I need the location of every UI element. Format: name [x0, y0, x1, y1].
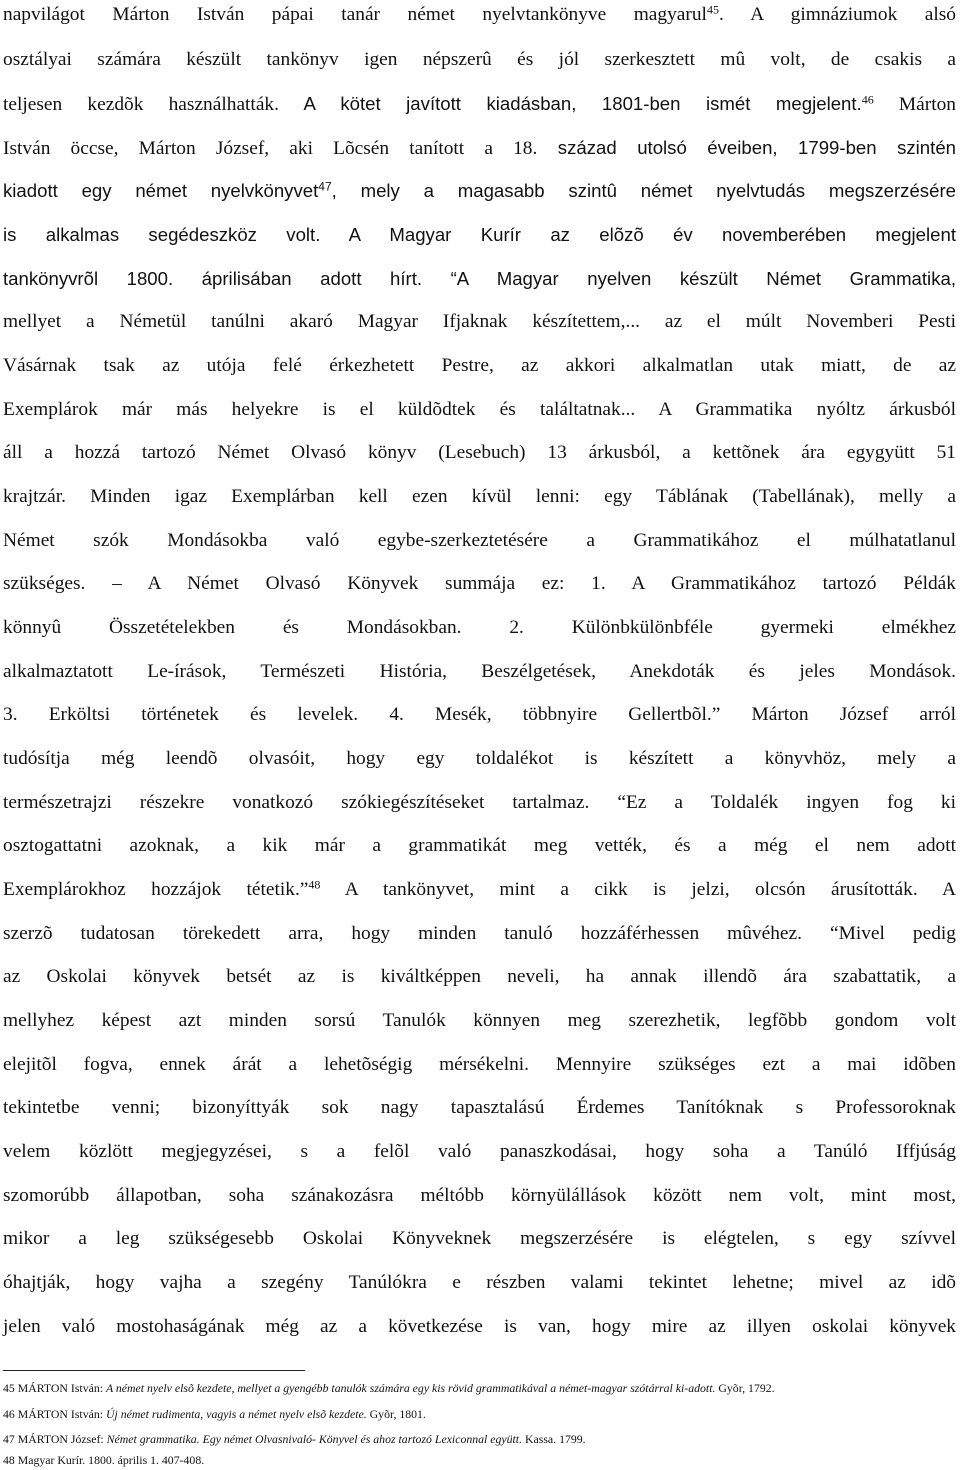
text-line: osztályai számára készült tankönyv igen népszerû és jól szerkesztett mû volt, de csakis a [3, 49, 956, 70]
text-line: osztogattatni azoknak, a kik már a grammatikát meg vették, és a még el nem adott [3, 835, 956, 856]
text-line [3, 135, 956, 162]
footnote-ref[interactable]: 46 [861, 92, 874, 107]
text-run: Márton [873, 94, 956, 115]
text-line: áll a hozzá tartozó Német Olvasó könyv (Lesebuch) 13 árkusból, a kettõnek ára egygyütt 51 [3, 442, 956, 463]
text-line: mikor a leg szükségesebb Oskolai Könyveknek megszerzésére is elégtelen, s egy szívvel [3, 1228, 956, 1249]
footnote-label: 47 MÁRTON József: [3, 1432, 107, 1446]
text-run: Exemplárokhoz hozzájok tétetik.” [3, 879, 309, 900]
text-run: teljesen kezdõk használhatták. [3, 94, 279, 115]
text-line: mellyhez képest azt minden sorsú Tanulók könnyen meg szerezhetik, legfõbb gondom volt [3, 1010, 956, 1031]
text-line: szerzõ tudatosan törekedett arra, hogy minden tanuló hozzáférhessen mûvéhez. “Mivel pedig [3, 923, 956, 944]
text-line: tudósítja még leendõ olvasóit, hogy egy toldalékot is készített a könyvhöz, mely a [3, 748, 956, 769]
footnote-ref[interactable]: 45 [706, 2, 719, 17]
text-line: velem közlött megjegyzései, s a felõl való panaszkodásai, hogy soha a Tanúló Iffjúság [3, 1141, 956, 1162]
footnote-title: Német grammatika. Egy német Olvasnivaló- Könyvel és ahoz tartozó Lexiconnal együtt. [106, 1432, 523, 1446]
text-line: az Oskolai könyvek betsét az is kiváltképpen neveli, ha annak illendõ ára szabattatik, a [3, 966, 956, 987]
text-line: Német szók Mondásokba való egybe-szerkeztetésére a Grammatikához el múlhatatlanul [3, 530, 956, 551]
footnote [3, 1452, 204, 1468]
footnote-ref[interactable]: 47 [318, 179, 332, 194]
text-line [3, 91, 956, 118]
footnote-label: 45 MÁRTON István: [3, 1381, 106, 1395]
text-run: napvilágot Márton István pápai tanár német nyelvtankönyve magyarul [3, 4, 707, 25]
text-line: mellyet a Németül tanúlni akaró Magyar Ifjaknak készítettem,... az el múlt Novemberi Pesti [3, 311, 956, 332]
text-line: óhajtják, hogy vajha a szegény Tanúlókra e részben valami tekintet lehetne; mivel az idõ [3, 1272, 956, 1293]
footnote-title: Új német rudimenta, vagyis a német nyelv elsõ kezdete. [105, 1407, 367, 1421]
text-line: szükséges. – A Német Olvasó Könyvek summája ez: 1. A Grammatikához tartozó Példák [3, 573, 956, 594]
footnote-tail: Gyõr, 1801. [366, 1407, 426, 1421]
footnote-ref[interactable]: 48 [308, 877, 321, 892]
footnote-separator [3, 1370, 305, 1371]
text-line [3, 2, 956, 28]
footnote-label: 46 MÁRTON István: [3, 1407, 106, 1421]
footnote-title: A német nyelv elsõ kezdete, mellyet a gyengébb tanulók számára egy kis rövid grammatikával a német-magyar szótárral ki-adott. [105, 1381, 716, 1395]
text-line: elejitõl fogva, ennek árát a lehetõségig mérsékelni. Mennyire szükséges ezt a mai idõben [3, 1054, 956, 1075]
footnote-tail: Kassa. 1799. [522, 1432, 586, 1446]
footnote [3, 1431, 586, 1447]
text-line: tankönyvrõl 1800. áprilisában adott hírt. “A Magyar nyelven készült Német Grammatika, [3, 268, 956, 289]
text-line: jelen való mostohaságának még az a következése is van, hogy mire az illyen oskolai könyvek [3, 1316, 956, 1337]
text-line: Vásárnak tsak az utója felé érkezhetett Pestre, az akkori alkalmatlan utak miatt, de az [3, 355, 956, 376]
text-run: , mely a magasabb szintû német nyelvtudás megszerzésére [331, 180, 956, 201]
text-run: István öccse, Márton József, aki Lõcsén tanított a 18. [3, 138, 538, 159]
footnote [3, 1406, 426, 1422]
footnote [3, 1380, 775, 1396]
text-line: krajtzár. Minden igaz Exemplárban kell ezen kívül lenni: egy Táblának (Tabellának), melly a [3, 486, 956, 507]
text-run: . A gimnáziumok alsó [718, 4, 956, 25]
text-line: Exemplárok már más helyekre is el küldõdtek és találtatnak... A Grammatika nyóltz árkusból [3, 399, 956, 420]
text-line: 3. Erköltsi történetek és levelek. 4. Mesék, többnyire Gellertbõl.” Márton József arról [3, 704, 956, 725]
text-line [3, 877, 956, 903]
text-line: is alkalmas segédeszköz volt. A Magyar Kurír az elõzõ év novemberében megjelent [3, 224, 956, 245]
text-run: kiadott egy német nyelvkönyvet [3, 180, 319, 201]
text-run: A kötet javított kiadásban, 1801-ben ismét megjelent. [278, 93, 862, 114]
footnote-tail: Gyõr, 1792. [715, 1381, 775, 1395]
text-line: alkalmaztatott Le-írások, Természeti História, Beszélgetések, Anekdoták és jeles Mondások. [3, 661, 956, 682]
text-line: szomorúbb állapotban, soha szánakozásra méltóbb környülállások között nem volt, mint most, [3, 1185, 956, 1206]
text-line: könnyû Összetételekben és Mondásokban. 2. Különbkülönbféle gyermeki elmékhez [3, 617, 956, 638]
text-run: A tankönyvet, mint a cikk is jelzi, olcsón árusították. A [320, 879, 956, 900]
text-run: század utolsó éveiben, 1799-ben szintén [537, 137, 956, 158]
footnote-label: 48 Magyar Kurír. 1800. április 1. 407-408. [3, 1453, 205, 1467]
text-line [3, 178, 956, 204]
text-line: tekintetbe venni; bizonyíttyák sok nagy tapasztalású Érdemes Tanítóknak s Professoroknak [3, 1097, 956, 1118]
text-line: természetrajzi részekre vonatkozó szókiegészítéseket tartalmaz. “Ez a Toldalék ingyen fog ki [3, 792, 956, 813]
